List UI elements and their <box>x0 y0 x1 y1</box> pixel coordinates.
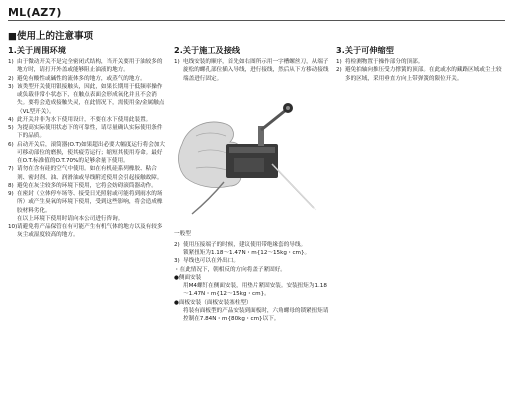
heading-telescopic: 3.关于可伸缩型 <box>336 45 394 55</box>
section-title: ■使用上的注意事项 <box>8 31 93 42</box>
side-mount-title: ●侧面安装 <box>174 274 202 281</box>
column-wiring <box>174 45 330 323</box>
list-item: 5) 为提高实际使用状态下的可靠性，请尽量确认实际使用条件下的品质。 <box>8 125 163 140</box>
consult-note: 在以上环境下使用时请向本公司进行咨询。 <box>17 215 124 222</box>
column-environment <box>8 45 166 240</box>
side-mount-text: 用M4螺钉在侧面安装，用垫片紧固安装。安装扭矩为1.18～1.47N・m{12～15kg・cm}。 <box>183 283 327 298</box>
panel-mount-title: ●面板安装（面板安装塞柱型） <box>174 299 252 306</box>
column-telescopic <box>336 45 504 83</box>
list-item: 2) 避免拍轴向推压受力撑簧的顶部。在此或水的藏路区域或尘土较多的区域，采用垂直方向上带弹簧的限位开关。 <box>336 67 502 82</box>
heading-environment: 1.关于周围环境 <box>8 45 66 55</box>
list-item: 9) 在密封（立体停车场等、接受日光照射或可能将到雨水的场所）或产生臭氧的环境下使用，受到这些影响，将会造成橡胶材料劣化。 <box>8 191 163 214</box>
torque-spec: 锁紧扭矩为1.18～1.47N・m{12～15kg・cm}。 <box>183 250 311 256</box>
list-item: 1) 电线安装的顺序，首先如右图所示用一字槽螺丝刀，从端子旋松的螺孔部位插入导线，进行接线，然后从下方移动接线端盖进行固定。 <box>174 59 329 82</box>
hand-with-screwdriver-illustration <box>174 86 326 226</box>
list-item: 2) 使用压接端子的时候，建议使用带绝缘套的导线。 <box>174 241 307 248</box>
list-item: 1) 将检测物置于操作部分的顶部。 <box>336 59 424 65</box>
list-item: 3) 该类型开关使用银接触头，因此，如果长期用于低频率操作或负载非常小状态下，在触点表面会形成氧化并且不会消失。要将会造成接触失灵，在此情况下，需使用金/金属触点（VL型开关）。 <box>8 83 165 115</box>
list-item: 4) 此开关并非为水下使用设计，不要在水下使用此装置。 <box>8 116 152 123</box>
cover-note: ・在此情况下，朝相反的方向将盖子紧固好。 <box>174 266 286 273</box>
panel-mount-text: 将装有面板型的产品安装到面板时，六角螺母的锁紧扭矩请控制在7.84N・m{80kg・cm}以下。 <box>183 307 329 322</box>
list-item: 6) 启动开关后，滚筒器(O.T)如果超出必要大幅度运行将会加大可移动部位的磨损，使其疲劳运行；缩短其使用寿命。最好在O.T.标准值的O.T.70%的足够余量下使用。 <box>8 141 165 164</box>
wiring-photo <box>174 86 326 226</box>
list-item: 7) 请勿在含有硅的空气中使用。如在有机硅系列橡胶、粘合剂、密封剂、油、润滑油或导线附近使用会引起接触故障。 <box>8 166 163 181</box>
header-rule <box>8 20 505 21</box>
photo-caption: 一般型 <box>174 230 191 237</box>
list-item: 2) 避免有酸性或碱性的流体多的地方，或蒸气的地方。 <box>8 75 146 82</box>
heading-wiring: 2.关于施工及接线 <box>174 45 241 55</box>
list-item: 8) 避免在灰尘较多的环境下使用，它将会妨碍滚筒器动作。 <box>8 182 157 189</box>
list-item: 1) 由于微动开关不是完全密闭式结构，当开关要用于油较多的地方时，请打开外盖或能够阻止油液的地方。 <box>8 59 163 74</box>
list-item: 10) 请避免将产品保管在有可能产生有机气体的地方以及有较多灰尘或湿度较高的地方。 <box>8 224 163 239</box>
page-header: ML(AZ7) <box>8 6 62 19</box>
list-item: 3) 导线也可以在外出口。 <box>174 258 239 265</box>
